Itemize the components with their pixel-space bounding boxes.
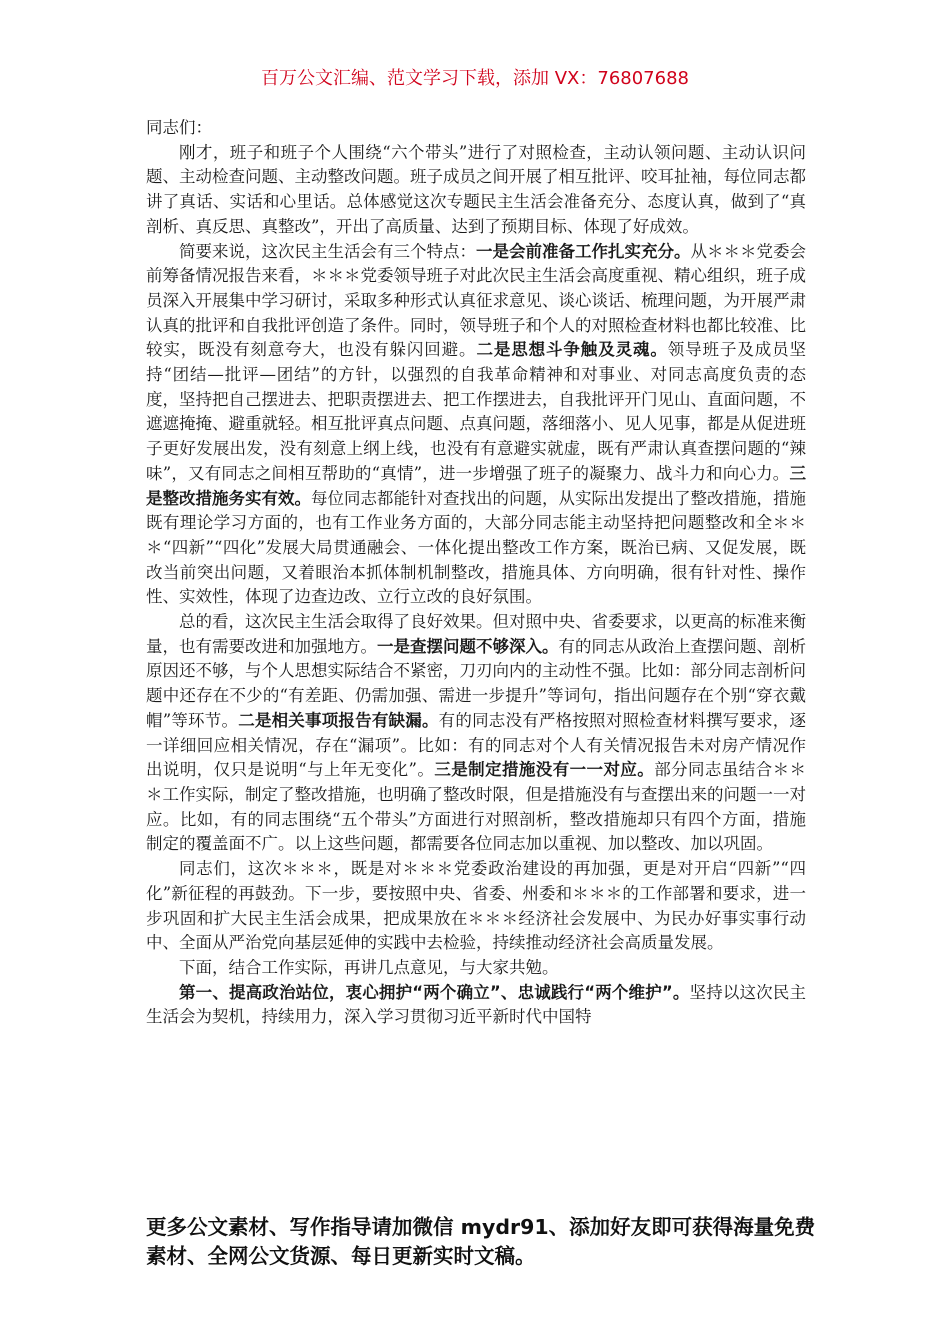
footer-promo: 更多公文素材、写作指导请加微信 mydr91、添加好友即可获得海量免费素材、全网公文货源、每日更新实时文稿。 <box>146 1215 816 1268</box>
paragraph-3-intro: 总的看，这次民主生活会取得了良好效果。但对照中央、省委要求，以更高的标准来衡量，也有需要改进和加强地方。 <box>146 612 806 656</box>
section-1-text: 坚持以这次民主生活会为契机，持续用力，深入学习贯彻习近平新时代中国特 <box>146 982 806 1027</box>
document-body <box>146 116 806 1030</box>
section-heading-1: 第一、提高政治站位，衷心拥护“两个确立”、忠诚践行“两个维护”。 <box>179 982 690 1002</box>
paragraph-5: 下面，结合工作实际，再讲几点意见，与大家共勉。 <box>179 957 559 977</box>
paragraph-1: 刚才，班子和班子个人围绕“六个带头”进行了对照检查，主动认领问题、主动认识问题、主动检查问题、主动整改问题。班子成员之间开展了相互批评、咬耳扯袖，每位同志都讲了真话、实话和心里话。总体感觉这次专题民主生活会准备充分、态度认真，做到了“真剖析、真反思、真整改”，开出了高质量、达到了预期目标、体现了好成效。 <box>146 142 806 236</box>
paragraph-2-intro: 简要来说，这次民主生活会有三个特点： <box>179 241 476 261</box>
point-1-text: 从＊＊＊党委会前筹备情况报告来看，＊＊＊党委领导班子对此次民主生活会高度重视、精心组织，班子成员深入开展集中学习研讨，采取多种形式认真征求意见、谈心谈话、梳理问题，为开展严肃认真的批评和自我批评创造了条件。同时，领导班子和个人的对照检查材料也都比较准、比较实，既没有刻意夸大，也没有躲闪回避。 <box>146 241 806 360</box>
issue-3-title: 三是制定措施没有一一对应。 <box>434 760 655 780</box>
issue-2-title: 二是相关事项报告有缺漏。 <box>238 710 439 730</box>
point-1-title: 一是会前准备工作扎实充分。 <box>476 241 691 261</box>
point-2-title: 二是思想斗争触及灵魂。 <box>476 340 668 360</box>
point-3-text: 每位同志都能针对查找出的问题，从实际出发提出了整改措施，措施既有理论学习方面的，也有工作业务方面的，大部分同志能主动坚持把问题整改和全＊＊＊“四新”“四化”发展大局贯通融会、一体化提出整改工作方案，既治已病、又促发展，既改当前突出问题，又着眼治本抓体制机制整改，措施具体、方向明确，很有针对性、操作性、实效性，体现了边查边改、立行立改的良好氛围。 <box>146 488 806 607</box>
issue-3-text: 部分同志虽结合＊＊＊工作实际，制定了整改措施，也明确了整改时限，但是措施没有与查摆出来的问题一一对应。比如，有的同志围绕“五个带头”方面进行对照剖析，整改措施却只有四个方面，措施制定的覆盖面不广。以上这些问题，都需要各位同志加以重视、加以整改、加以巩固。 <box>146 760 807 854</box>
salutation: 同志们： <box>146 118 212 137</box>
header-banner: 百万公文汇编、范文学习下载，添加 VX：76807688 <box>261 68 689 89</box>
paragraph-2 <box>146 240 806 611</box>
paragraph-4: 同志们，这次＊＊＊，既是对＊＊＊党委政治建设的再加强，更是对开启“四新”“四化”新征程的再鼓劲。下一步，要按照中央、省委、州委和＊＊＊的工作部署和要求，进一步巩固和扩大民主生活会成果，把成果放在＊＊＊经济社会发展中、为民办好事实事行动中、全面从严治党向基层延伸的实践中去检验，持续推动经济社会高质量发展。 <box>146 859 806 953</box>
paragraph-3 <box>146 610 806 857</box>
issue-2-text: 有的同志没有严格按照对照检查材料撰写要求，逐一详细回应相关情况，存在“漏项”。比如：有的同志对个人有关情况报告未对房产情况作出说明，仅只是说明“与上年无变化”。 <box>146 710 807 780</box>
issue-1-text: 有的同志从政治上查摆问题、剖析原因还不够，与个人思想实际结合不紧密，刀刃向内的主动性不强。比如：部分同志剖析问题中还存在不少的“有差距、仍需加强、需进一步提升”等词句，指出问题存在个别“穿衣戴帽”等环节。 <box>146 636 806 730</box>
paragraph-6 <box>146 981 806 1030</box>
point-2-text: 领导班子及成员坚持“团结—批评—团结”的方针，以强烈的自我革命精神和对事业、对同志高度负责的态度，坚持把自己摆进去、把职责摆进去、把工作摆进去，自我批评开门见山、直面问题，不遮遮掩掩、避重就轻。相互批评真点问题、点真问题，落细落小、见人见事，都是从促进班子更好发展出发，没有刻意上纲上线，也没有有意避实就虚，既有严肃认真查摆问题的“辣味”，又有同志之间相互帮助的“真情”，进一步增强了班子的凝聚力、战斗力和向心力。 <box>146 340 807 483</box>
point-3-title: 三是整改措施务实有效。 <box>146 463 806 508</box>
issue-1-title: 一是查摆问题不够深入。 <box>377 636 559 656</box>
